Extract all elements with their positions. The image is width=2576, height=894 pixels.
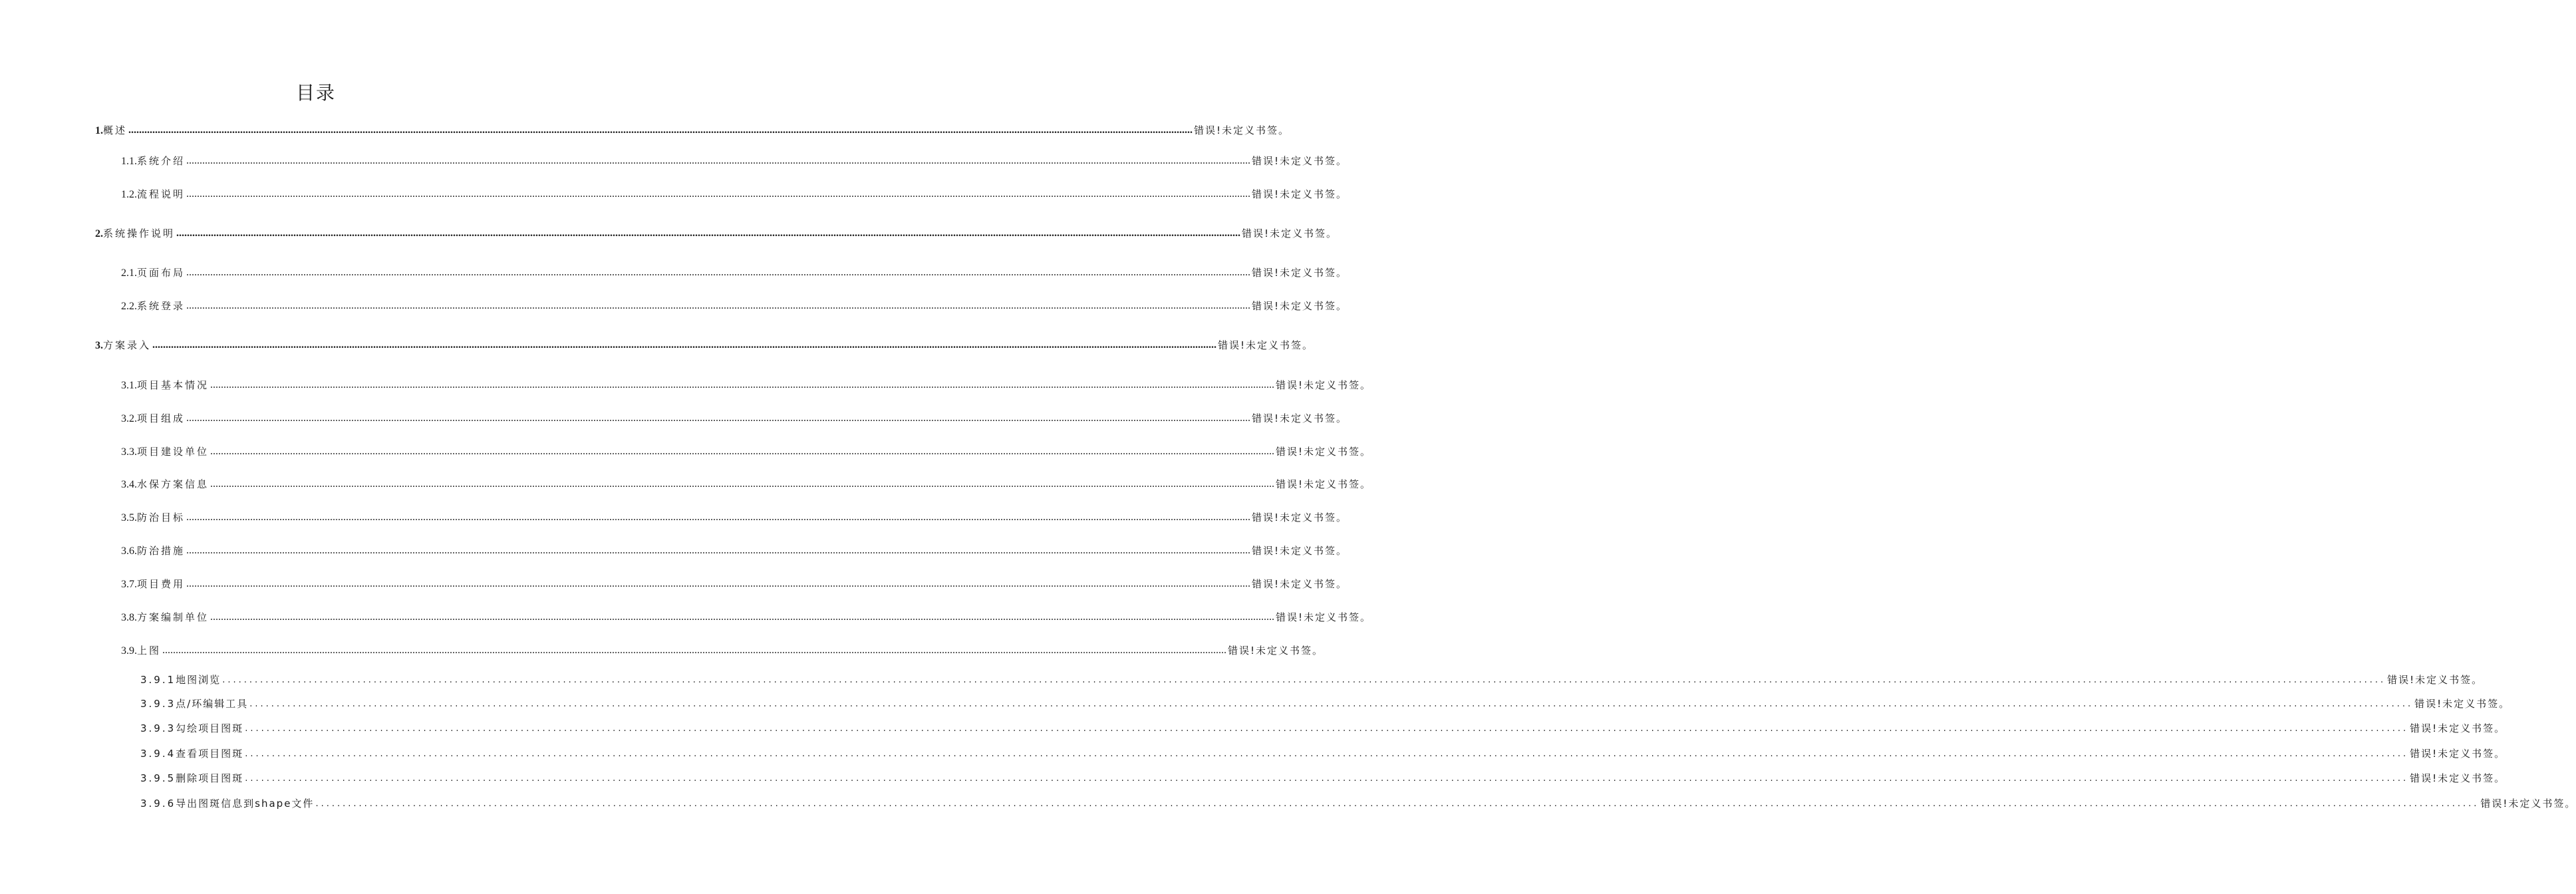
toc-entry-number: 3.9.3 [140,698,176,710]
toc-entry-title: 点/环编辑工具 [176,698,249,710]
toc-entry-title: 流程说明 [137,188,186,200]
toc-dot-leader: ................................................................................................................................................................................................................................................................................................................................................................................................................ [176,227,1241,239]
toc-entry[interactable] [121,298,1348,314]
toc-entry-title: 项目费用 [137,578,186,590]
toc-dot-leader: ................................................................................................................................................................................................................................................................................................................................................................................................................ [210,379,1275,390]
toc-entry-title: 系统登录 [137,300,186,312]
toc-entry[interactable] [121,153,1348,169]
toc-dot-leader: ................................................................................................................................................................................................................................................................................................................................................................................................................ [186,267,1251,278]
toc-entry[interactable] [121,643,1324,659]
toc-entry-page-ref: 错误!未定义书签。 [1242,227,1338,239]
toc-entry[interactable] [121,510,1348,525]
toc-entry[interactable] [140,796,2576,812]
toc-entry-number: 1.1. [121,156,137,167]
toc-dot-leader: ................................................................................................................................................................................................................................................................................................................................................................................................................ [186,155,1251,166]
toc-entry-page-ref: 错误!未定义书签。 [1252,412,1348,424]
toc-entry[interactable] [140,746,2506,762]
toc-dot-leader: ................................................................................................................................................................................................................................................................................................................................................................................................................ [245,774,2409,784]
toc-dot-leader: ................................................................................................................................................................................................................................................................................................................................................................................................................ [186,412,1251,424]
toc-entry[interactable] [121,576,1348,592]
toc-entry-title: 系统介绍 [137,155,186,167]
toc-entry-page-ref: 错误!未定义书签。 [2480,798,2576,810]
toc-entry-title: 查看项目图斑 [176,748,244,760]
toc-entry-page-ref: 错误!未定义书签。 [1252,300,1348,312]
toc-dot-leader: ................................................................................................................................................................................................................................................................................................................................................................................................................ [186,545,1251,556]
toc-entry-page-ref: 错误!未定义书签。 [2410,748,2506,760]
toc-dot-leader: ................................................................................................................................................................................................................................................................................................................................................................................................................ [152,339,1217,351]
toc-entry-page-ref: 错误!未定义书签。 [1252,155,1348,167]
toc-dot-leader: ................................................................................................................................................................................................................................................................................................................................................................................................................ [186,578,1251,589]
toc-entry[interactable] [121,543,1348,559]
toc-entry-title: 导出图斑信息到shape文件 [176,798,315,810]
toc-entry-number: 3.9.3 [140,722,176,734]
toc-entry-page-ref: 错误!未定义书签。 [1276,611,1372,623]
toc-entry-page-ref: 错误!未定义书签。 [2387,674,2484,686]
toc-entry-title: 防治目标 [137,512,186,523]
toc-entry[interactable] [121,410,1348,426]
toc-entry[interactable] [95,337,1314,353]
toc-entry-title: 系统操作说明 [103,227,176,239]
toc-entry-number: 1.2. [121,189,137,200]
toc-entry[interactable] [95,122,1290,138]
toc-entry[interactable] [121,476,1372,492]
toc-entry[interactable] [121,609,1372,625]
toc-dot-leader: ................................................................................................................................................................................................................................................................................................................................................................................................................ [210,478,1275,490]
toc-dot-leader: ................................................................................................................................................................................................................................................................................................................................................................................................................ [245,724,2409,734]
toc-entry-number: 3.9. [121,645,137,657]
toc-entry-page-ref: 错误!未定义书签。 [1228,645,1324,657]
toc-entry-title: 删除项目图斑 [176,772,244,784]
toc-entry-title: 方案编制单位 [137,611,210,623]
toc-entry-page-ref: 错误!未定义书签。 [1252,545,1348,557]
toc-entry-number: 2.1. [121,267,137,279]
toc-entry[interactable] [140,770,2506,786]
toc-entry-number: 3.6. [121,545,137,557]
toc-entry-page-ref: 错误!未定义书签。 [1252,512,1348,523]
toc-entry-page-ref: 错误!未定义书签。 [1218,339,1314,351]
toc-entry-title: 概述 [103,124,128,136]
toc-entry-title: 地图浏览 [176,674,221,686]
toc-entry[interactable] [121,377,1372,393]
toc-entry-number: 2. [95,228,103,239]
toc-dot-leader: ................................................................................................................................................................................................................................................................................................................................................................................................................ [210,446,1275,457]
toc-entry-number: 3.9.4 [140,748,176,760]
toc-entry-title: 项目基本情况 [137,379,210,391]
toc-entry-title: 方案录入 [103,339,152,351]
toc-entry-title: 水保方案信息 [137,478,210,490]
toc-entry-title: 页面布局 [137,267,186,279]
toc-entry[interactable] [140,720,2506,736]
toc-entry[interactable] [140,696,2511,712]
toc-dot-leader: ................................................................................................................................................................................................................................................................................................................................................................................................................ [245,749,2409,759]
toc-entry-title: 上图 [137,645,162,657]
toc-entry-title: 勾绘项目图斑 [176,722,244,734]
toc-entry-page-ref: 错误!未定义书签。 [1276,478,1372,490]
toc-entry-page-ref: 错误!未定义书签。 [2410,722,2506,734]
toc-entry-number: 2.2. [121,301,137,312]
toc-dot-leader: ................................................................................................................................................................................................................................................................................................................................................................................................................ [222,675,2386,685]
toc-entry-title: 项目组成 [137,412,186,424]
page-title: 目录 [295,82,336,104]
toc-entry-number: 3.9.6 [140,798,176,810]
toc-entry-title: 项目建设单位 [137,446,210,458]
toc-entry[interactable] [121,444,1372,460]
toc-entry-number: 3.9.5 [140,772,176,784]
toc-entry-number: 3. [95,340,103,351]
toc-dot-leader: ................................................................................................................................................................................................................................................................................................................................................................................................................ [186,512,1251,523]
toc-entry-number: 3.9.1 [140,674,176,686]
toc-entry-page-ref: 错误!未定义书签。 [1276,446,1372,458]
toc-entry-page-ref: 错误!未定义书签。 [2410,772,2506,784]
toc-entry-number: 3.3. [121,446,137,458]
toc-entry-page-ref: 错误!未定义书签。 [1252,267,1348,279]
toc-dot-leader: ................................................................................................................................................................................................................................................................................................................................................................................................................ [186,188,1251,200]
toc-entry-number: 3.7. [121,579,137,590]
toc-dot-leader: ................................................................................................................................................................................................................................................................................................................................................................................................................ [162,645,1227,656]
toc-entry[interactable] [95,225,1338,241]
toc-dot-leader: ................................................................................................................................................................................................................................................................................................................................................................................................................ [186,300,1251,311]
toc-dot-leader: ................................................................................................................................................................................................................................................................................................................................................................................................................ [210,611,1275,623]
toc-dot-leader: ................................................................................................................................................................................................................................................................................................................................................................................................................ [128,124,1193,136]
toc-entry-page-ref: 错误!未定义书签。 [1194,124,1290,136]
toc-entry-title: 防治措施 [137,545,186,557]
toc-entry-page-ref: 错误!未定义书签。 [2414,698,2511,710]
toc-entry-number: 3.2. [121,413,137,424]
toc-entry[interactable] [121,186,1348,202]
toc-entry-page-ref: 错误!未定义书签。 [1252,188,1348,200]
toc-entry-page-ref: 错误!未定义书签。 [1276,379,1372,391]
toc-dot-leader: ................................................................................................................................................................................................................................................................................................................................................................................................................ [315,799,2480,809]
toc-entry-number: 1. [95,125,103,136]
toc-entry-number: 3.8. [121,612,137,623]
toc-entry[interactable] [140,672,2484,688]
toc-entry-page-ref: 错误!未定义书签。 [1252,578,1348,590]
toc-entry-number: 3.1. [121,380,137,391]
toc-dot-leader: ................................................................................................................................................................................................................................................................................................................................................................................................................ [249,699,2414,709]
toc-entry[interactable] [121,265,1348,281]
toc-entry-number: 3.4. [121,479,137,490]
toc-entry-number: 3.5. [121,512,137,523]
